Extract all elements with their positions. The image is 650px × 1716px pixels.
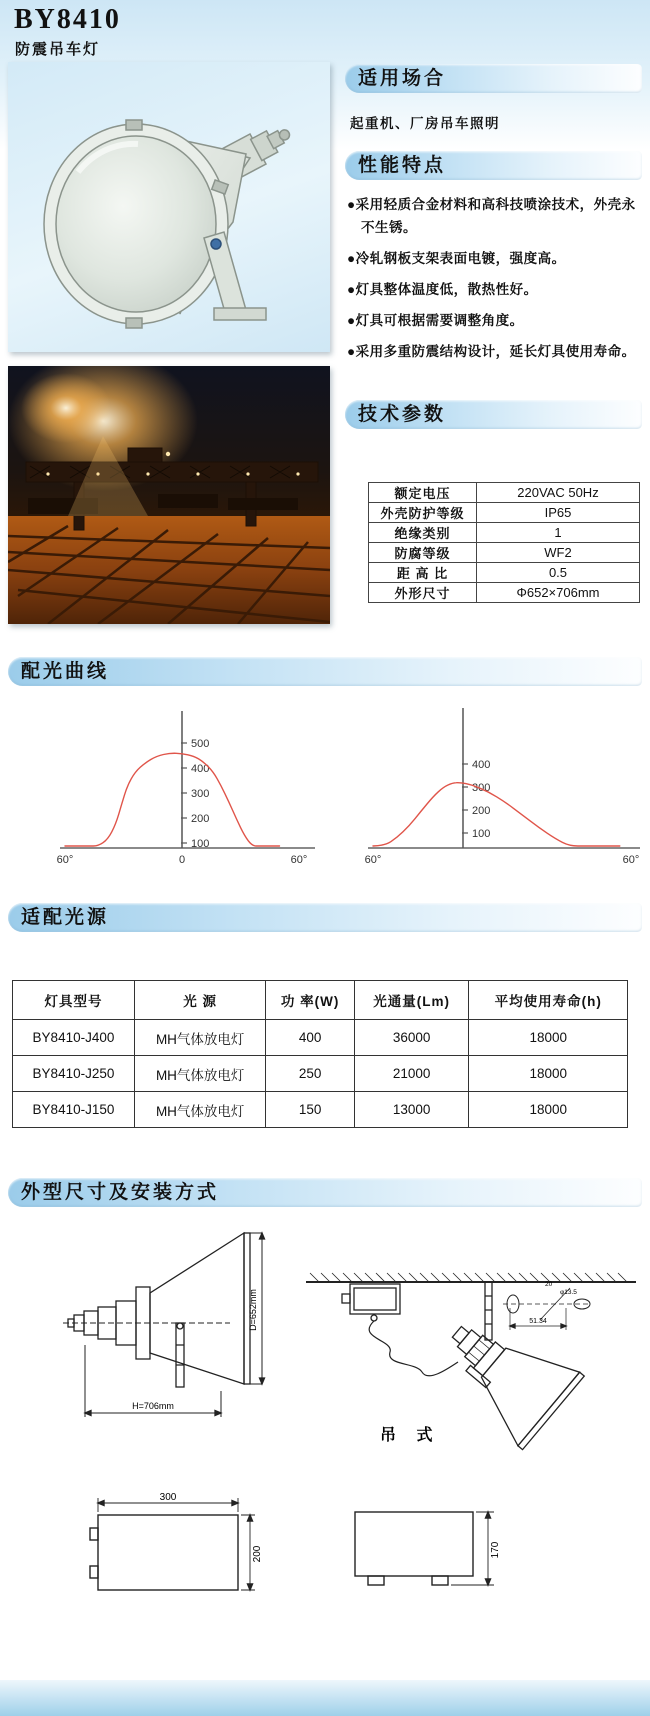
photometric-chart-left	[45, 700, 330, 875]
distribution-curve	[65, 753, 280, 846]
column-header: 灯具型号	[13, 981, 135, 1020]
width-dim-label: 300	[159, 1492, 177, 1503]
detail-dim-top: 20	[545, 1281, 553, 1288]
x-tick-label: 60°	[622, 854, 640, 866]
feature-item: ●灯具整体温度低，散热性好。	[347, 281, 538, 297]
base-plate-drawing-2	[340, 1498, 510, 1603]
detail-dim-bottom: 51.34	[529, 1318, 547, 1325]
table-cell: 150	[266, 1092, 354, 1128]
section-bar-features	[345, 151, 642, 180]
x-tick-label: 60°	[290, 854, 308, 866]
bottom-gradient-band	[0, 1680, 650, 1716]
param-value: Φ652×706mm	[477, 583, 640, 603]
param-value: 1	[477, 523, 640, 543]
param-value: 220VAC 50Hz	[477, 483, 640, 503]
y-tick-label: 100	[191, 838, 210, 850]
x-tick-label: 60°	[364, 854, 382, 866]
param-label: 绝缘类别	[369, 523, 477, 543]
table-row	[369, 543, 640, 563]
table-row	[13, 1020, 628, 1056]
section-heading: 配光曲线	[21, 661, 110, 682]
feature-list	[347, 194, 645, 372]
table-cell: 400	[266, 1020, 354, 1056]
table-cell: MH气体放电灯	[134, 1056, 266, 1092]
table-cell: BY8410-J400	[13, 1020, 135, 1056]
table-cell: MH气体放电灯	[134, 1092, 266, 1128]
table-cell: BY8410-J250	[13, 1056, 135, 1092]
distribution-curve	[373, 783, 620, 846]
application-text: 起重机、厂房吊车照明	[350, 116, 500, 131]
param-label: 防腐等级	[369, 543, 477, 563]
table-cell: MH气体放电灯	[134, 1020, 266, 1056]
hanging-installation-drawing	[298, 1252, 648, 1467]
x-tick-label: 60°	[56, 854, 74, 866]
table-cell: 21000	[354, 1056, 469, 1092]
feature-item: ●灯具可根据需要调整角度。	[347, 312, 524, 328]
param-label: 距 高 比	[369, 563, 477, 583]
feature-item: ●采用多重防震结构设计，延长灯具使用寿命。	[347, 343, 636, 359]
column-header: 光 源	[134, 981, 266, 1020]
param-label: 外壳防护等级	[369, 503, 477, 523]
table-cell: 18000	[469, 1056, 628, 1092]
param-value: 0.5	[477, 563, 640, 583]
column-header: 功 率(W)	[266, 981, 354, 1020]
table-cell: 13000	[354, 1092, 469, 1128]
table-row	[369, 483, 640, 503]
photometric-chart-right	[358, 700, 648, 875]
section-heading: 外型尺寸及安装方式	[21, 1182, 220, 1203]
section-bar-tech	[345, 400, 642, 429]
section-bar-lamps	[8, 903, 642, 932]
feature-item: ●冷轧钢板支架表面电镀，强度高。	[347, 250, 566, 266]
section-bar-photometric	[8, 657, 642, 686]
product-name-subtitle: 防震吊车灯	[15, 41, 101, 58]
lamp-dimension-drawing	[58, 1225, 273, 1425]
height-dim-label: 200	[252, 1545, 263, 1563]
height-dim-label: 170	[490, 1541, 501, 1559]
y-tick-label: 200	[472, 805, 491, 817]
table-cell: 18000	[469, 1092, 628, 1128]
y-tick-label: 300	[472, 782, 491, 794]
table-header-row	[13, 981, 628, 1020]
feature-item: ●采用轻质合金材料和高科技喷涂技术，外壳永不生锈。	[347, 197, 636, 235]
column-header: 光通量(Lm)	[354, 981, 469, 1020]
chart-canvas	[358, 700, 648, 870]
section-heading: 适配光源	[21, 907, 110, 928]
table-cell: 36000	[354, 1020, 469, 1056]
diameter-dimension-label: D=652mm	[248, 1289, 258, 1331]
x-tick-label: 0	[178, 854, 186, 866]
table-cell: 18000	[469, 1020, 628, 1056]
table-row	[369, 563, 640, 583]
mount-type-label: 吊 式	[380, 1427, 441, 1444]
y-tick-label: 400	[191, 763, 210, 775]
chart-canvas	[45, 700, 330, 870]
product-photo	[8, 62, 330, 352]
y-tick-label: 500	[191, 738, 210, 750]
y-tick-label: 100	[472, 828, 491, 840]
section-heading: 适用场合	[358, 68, 447, 89]
y-tick-label: 200	[191, 813, 210, 825]
section-bar-mounting	[8, 1178, 642, 1207]
y-tick-label: 400	[472, 759, 491, 771]
table-row	[369, 583, 640, 603]
site-photo	[8, 366, 330, 624]
param-value: WF2	[477, 543, 640, 563]
section-heading: 技术参数	[358, 404, 447, 425]
table-cell: BY8410-J150	[13, 1092, 135, 1128]
section-bar-application	[345, 64, 642, 93]
night-worksite-illustration	[8, 366, 330, 624]
floodlight-illustration	[8, 62, 330, 352]
section-heading: 性能特点	[358, 155, 447, 176]
lamp-models-table	[12, 980, 628, 1128]
y-tick-label: 300	[191, 788, 210, 800]
column-header: 平均使用寿命(h)	[469, 981, 628, 1020]
table-cell: 250	[266, 1056, 354, 1092]
table-row	[369, 523, 640, 543]
detail-dim-mid: φ13.5	[560, 1289, 577, 1296]
base-plate-drawing-1	[78, 1492, 273, 1602]
table-row	[369, 503, 640, 523]
param-label: 外形尺寸	[369, 583, 477, 603]
param-label: 额定电压	[369, 483, 477, 503]
height-dimension-label: H=706mm	[132, 1401, 174, 1411]
table-row	[13, 1056, 628, 1092]
tech-params-table	[368, 482, 640, 603]
table-row	[13, 1092, 628, 1128]
product-model-title: BY8410	[14, 4, 121, 35]
param-value: IP65	[477, 503, 640, 523]
